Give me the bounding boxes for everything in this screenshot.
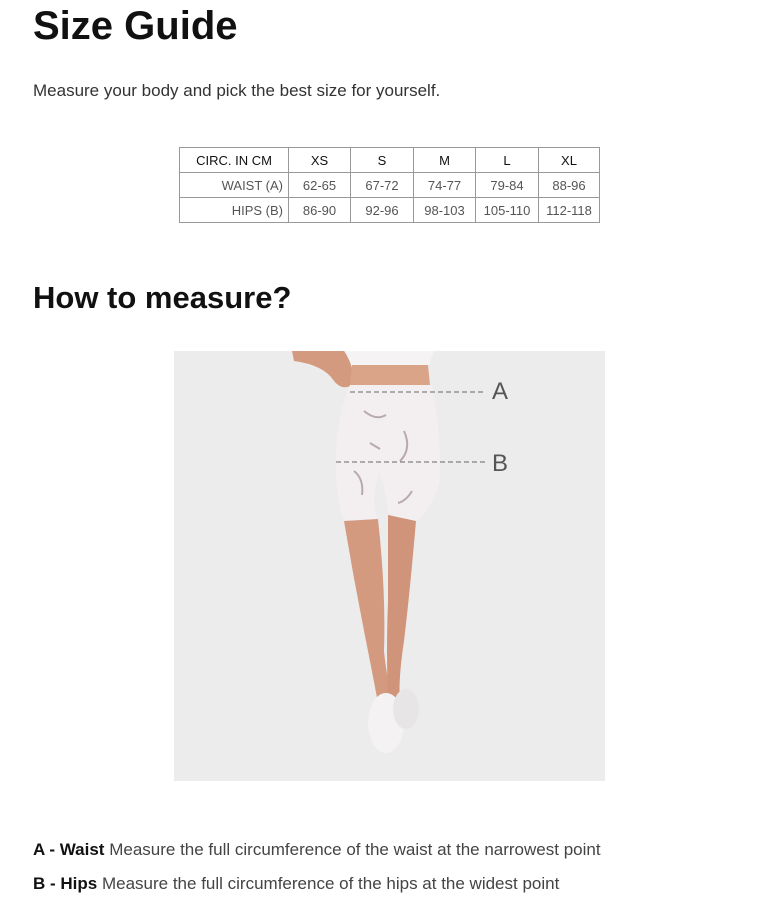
table-cell: 67-72: [351, 173, 414, 198]
marker-b: B: [492, 450, 509, 477]
note-text: Measure the full circumference of the waist at the narrowest point: [109, 840, 601, 859]
table-row: [180, 198, 600, 223]
note-hips: [33, 874, 601, 893]
measure-notes: [33, 840, 601, 908]
measurement-figure: [174, 351, 605, 781]
header-cell: S: [351, 148, 414, 173]
row-label: WAIST (A): [180, 173, 289, 198]
page-title: Size Guide: [33, 4, 238, 48]
sports-bra: [346, 351, 434, 367]
marker-a: A: [492, 378, 509, 405]
table-cell: 74-77: [414, 173, 476, 198]
note-label: B - Hips: [33, 874, 98, 893]
size-table: [179, 147, 600, 223]
section-title: How to measure?: [33, 280, 292, 315]
table-header-row: [180, 148, 600, 173]
right-shoe: [393, 689, 419, 729]
table-cell: 92-96: [351, 198, 414, 223]
midriff: [350, 365, 430, 385]
table-cell: 88-96: [539, 173, 600, 198]
table-cell: 86-90: [289, 198, 351, 223]
note-text: Measure the full circumference of the hips at the widest point: [101, 874, 560, 893]
note-waist: [33, 840, 601, 859]
shorts: [336, 385, 441, 523]
header-cell: L: [476, 148, 539, 173]
table-cell: 98-103: [414, 198, 476, 223]
header-cell: XL: [539, 148, 600, 173]
table-cell: 62-65: [289, 173, 351, 198]
table-row: [180, 173, 600, 198]
row-label: HIPS (B): [180, 198, 289, 223]
header-cell: XS: [289, 148, 351, 173]
right-leg: [387, 515, 416, 703]
intro-text: Measure your body and pick the best size for yourself.: [33, 81, 441, 100]
header-cell: CIRC. IN CM: [180, 148, 289, 173]
note-label: A - Waist: [33, 840, 105, 859]
table-cell: 79-84: [476, 173, 539, 198]
hand: [292, 351, 353, 387]
header-cell: M: [414, 148, 476, 173]
table-cell: 105-110: [476, 198, 539, 223]
table-cell: 112-118: [539, 198, 600, 223]
